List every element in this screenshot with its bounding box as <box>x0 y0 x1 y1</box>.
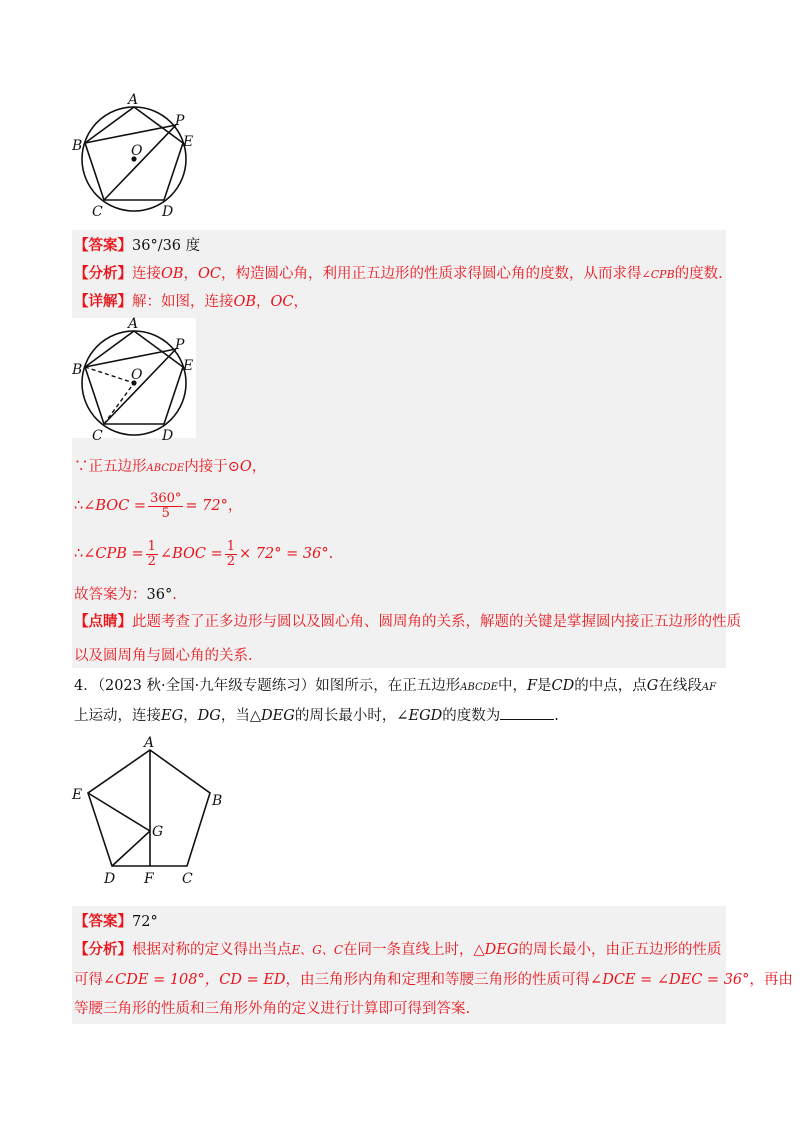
q3-final-line: 故答案为：36°. <box>74 587 177 603</box>
label-B: B <box>212 793 223 809</box>
q3-comment-line2: 以及圆周角与圆心角的关系. <box>74 648 253 664</box>
q4-analysis-line3: 等腰三角形的性质和三角形外角的定义进行计算即可得到答案. <box>74 1001 471 1017</box>
label-A: A <box>144 735 155 751</box>
q4-analysis-line1: 【分析】根据对称的定义得出当点E、G、C在同一条直线上时，△DEG的周长最小，由正五边形的性质 <box>74 941 722 958</box>
label-G: G <box>152 824 164 840</box>
label-D: D <box>104 871 116 887</box>
figure-pentagon-q4 <box>68 733 238 893</box>
q3-detail-line: 【详解】解：如图，连接OB，OC， <box>74 293 309 310</box>
label-F: F <box>144 871 154 887</box>
q3-step1-line: ∴∠BOC = $\frac{360^\circ}{5}$ = 72°， <box>74 490 243 521</box>
label-O: O <box>131 143 143 159</box>
label-P: P <box>175 337 185 353</box>
label-E: E <box>72 787 83 803</box>
label-E: E <box>183 358 194 374</box>
label-B: B <box>72 362 83 378</box>
q4-analysis-line2: 可得∠CDE = 108°，CD = ED，由三角形内角和定理和等腰三角形的性质可得∠DCE = ∠DEC = 36°，再由 <box>74 972 793 988</box>
q3-step2-line: ∴∠CPB = $\frac{1}{2}$ ∠BOC = $\frac{1}{2}$ × 72° = 36°. <box>74 538 334 569</box>
label-C: C <box>92 428 103 441</box>
label-D: D <box>162 428 174 441</box>
label-C: C <box>92 204 103 217</box>
label-D: D <box>162 204 174 217</box>
label-E: E <box>183 134 194 150</box>
label-A: A <box>128 92 139 108</box>
label-A: A <box>128 316 139 332</box>
q3-analysis-line: 【分析】连接OB，OC，构造圆心角，利用正五边形的性质求得圆心角的度数，从而求得∠CPB的度数. <box>74 265 723 282</box>
q4-answer-line: 【答案】72° <box>74 913 158 930</box>
label-C: C <box>182 871 193 887</box>
label-O: O <box>131 367 143 383</box>
figure-circle-pentagon-1 <box>72 92 202 217</box>
q4-stem-line1: 4．（2023 秋·全国·九年级专题练习）如图所示，在正五边形ABCDE中，F是CD的中点，点G在线段AF <box>74 678 717 694</box>
q3-answer-line: 【答案】36°/36 度 <box>74 237 201 254</box>
q3-comment-line1: 【点睛】此题考查了正多边形与圆以及圆心角、圆周角的关系，解题的关键是掌握圆内接正五边形的性质 <box>74 613 741 630</box>
label-P: P <box>175 113 185 129</box>
q3-because-line: ∵正五边形ABCDE内接于⊙O， <box>74 459 267 475</box>
q4-stem-line2: 上运动，连接EG，DG，当△DEG的周长最小时，∠EGD的度数为 . <box>74 705 559 726</box>
figure-circle-pentagon-2 <box>72 316 202 441</box>
label-B: B <box>72 138 83 154</box>
answer-blank[interactable] <box>500 705 554 720</box>
